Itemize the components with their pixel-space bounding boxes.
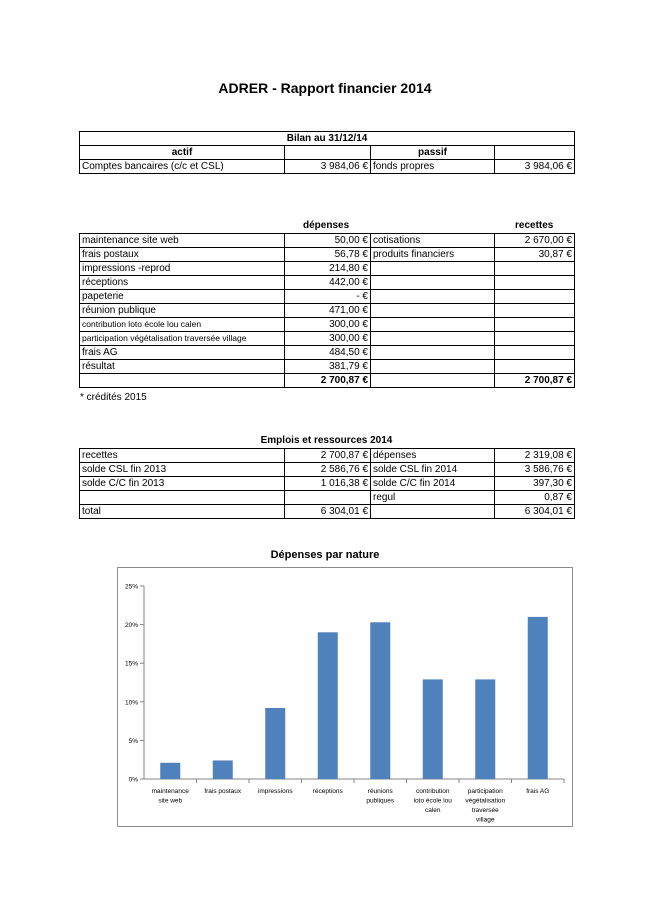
bar xyxy=(475,679,495,779)
x-tick-label: calen xyxy=(424,807,441,814)
depense-value: 442,00 € xyxy=(285,276,371,290)
emplois-value: 1 016,38 € xyxy=(285,477,371,491)
footnote: * crédités 2015 xyxy=(80,392,147,403)
ressources-value: 397,30 € xyxy=(495,477,575,491)
table-row xyxy=(80,505,575,519)
recette-label xyxy=(371,276,495,290)
y-tick-label: 25% xyxy=(124,583,138,591)
recette-label xyxy=(371,290,495,304)
x-tick-label: maintenance xyxy=(151,788,189,795)
emplois-label xyxy=(80,491,285,505)
recette-label xyxy=(371,262,495,276)
recette-label xyxy=(371,304,495,318)
recette-value: 30,87 € xyxy=(495,248,575,262)
depense-label: réceptions xyxy=(80,276,285,290)
emplois-title: Emplois et ressources 2014 xyxy=(260,435,393,446)
ressources-value: 0,87 € xyxy=(495,491,575,505)
ressources-value: 2 319,08 € xyxy=(495,449,575,463)
recette-value xyxy=(495,290,575,304)
depense-value: 484,50 € xyxy=(285,346,371,360)
x-tick-label: village xyxy=(476,816,495,824)
y-tick-label: 5% xyxy=(128,737,138,745)
depense-label: frais postaux xyxy=(80,248,285,262)
ressources-label: solde CSL fin 2014 xyxy=(371,463,495,477)
table-row xyxy=(80,477,575,491)
ressources-value: 3 586,76 € xyxy=(495,463,575,477)
actif-header: actif xyxy=(80,146,285,160)
depense-label: participation végétalisation traversée village xyxy=(80,332,285,346)
x-tick-label: impressions xyxy=(257,788,293,795)
recette-label: produits financiers xyxy=(371,248,495,262)
emplois-value: 2 700,87 € xyxy=(285,449,371,463)
recette-label xyxy=(371,360,495,374)
table-row xyxy=(80,276,575,290)
bar xyxy=(213,760,233,779)
recette-value xyxy=(495,304,575,318)
table-row xyxy=(80,332,575,346)
table-row xyxy=(80,360,575,374)
x-tick-label: frais postaux xyxy=(204,788,242,795)
x-tick-label: participation xyxy=(467,788,503,795)
table-row xyxy=(80,248,575,262)
recette-label xyxy=(371,332,495,346)
bilan-table xyxy=(79,131,575,174)
y-tick-label: 10% xyxy=(124,699,138,707)
depense-label: frais AG xyxy=(80,346,285,360)
depense-value: 300,00 € xyxy=(285,318,371,332)
emplois-label: solde CSL fin 2013 xyxy=(80,463,285,477)
ressources-label xyxy=(371,505,495,519)
recette-label xyxy=(371,346,495,360)
ressources-value: 6 304,01 € xyxy=(495,505,575,519)
recette-value xyxy=(495,332,575,346)
y-tick-label: 20% xyxy=(124,622,138,630)
depense-label: contribution loto école lou calen xyxy=(80,318,285,332)
emplois-label: recettes xyxy=(80,449,285,463)
x-tick-label: réunions xyxy=(367,788,393,795)
recette-value xyxy=(495,360,575,374)
table-row xyxy=(80,304,575,318)
table-row xyxy=(80,318,575,332)
depense-label: réunion publique xyxy=(80,304,285,318)
chart-frame xyxy=(117,567,573,827)
y-tick-label: 15% xyxy=(124,660,138,668)
chart-title: Dépenses par nature xyxy=(270,549,380,561)
ressources-label: regul xyxy=(371,491,495,505)
recette-value xyxy=(495,346,575,360)
recette-label xyxy=(371,318,495,332)
table-row xyxy=(80,449,575,463)
x-tick-label: site web xyxy=(158,797,183,805)
passif-header: passif xyxy=(371,146,495,160)
emplois-table xyxy=(79,448,575,519)
bar xyxy=(160,763,180,779)
recette-value xyxy=(495,262,575,276)
passif-value: 3 984,06 € xyxy=(495,160,575,174)
depense-value: 214,80 € xyxy=(285,262,371,276)
recette-value: 2 670,00 € xyxy=(495,234,575,248)
x-tick-label: loto école lou xyxy=(413,797,452,805)
table-row xyxy=(80,491,575,505)
table-row xyxy=(80,463,575,477)
x-tick-label: traversée xyxy=(471,807,499,814)
ressources-label: solde C/C fin 2014 xyxy=(371,477,495,491)
total-recettes: 2 700,87 € xyxy=(495,374,575,388)
recette-label: cotisations xyxy=(371,234,495,248)
bar-chart xyxy=(118,568,572,826)
recette-value xyxy=(495,318,575,332)
emplois-value xyxy=(285,491,371,505)
emplois-label: solde C/C fin 2013 xyxy=(80,477,285,491)
total-depenses: 2 700,87 € xyxy=(285,374,371,388)
page-title: ADRER - Rapport financier 2014 xyxy=(218,80,432,96)
depense-value: 471,00 € xyxy=(285,304,371,318)
depense-value: 381,79 € xyxy=(285,360,371,374)
emplois-value: 2 586,76 € xyxy=(285,463,371,477)
x-tick-label: publiques xyxy=(366,797,395,805)
table-row xyxy=(80,346,575,360)
y-tick-label: 0% xyxy=(128,776,138,784)
ressources-label: dépenses xyxy=(371,449,495,463)
bar xyxy=(318,632,338,779)
depenses-header: dépenses xyxy=(303,220,350,231)
depense-label: maintenance site web xyxy=(80,234,285,248)
recette-value xyxy=(495,276,575,290)
emplois-label: total xyxy=(80,505,285,519)
actif-label: Comptes bancaires (c/c et CSL) xyxy=(80,160,285,174)
x-tick-label: contribution xyxy=(415,788,450,795)
bar xyxy=(528,617,548,779)
table-row xyxy=(80,262,575,276)
depense-label: résultat xyxy=(80,360,285,374)
table-row xyxy=(80,234,575,248)
depense-value: - € xyxy=(285,290,371,304)
emplois-value: 6 304,01 € xyxy=(285,505,371,519)
actif-value: 3 984,06 € xyxy=(285,160,371,174)
x-tick-label: réceptions xyxy=(312,788,343,795)
bar xyxy=(265,708,285,779)
bilan-title: Bilan au 31/12/14 xyxy=(80,132,575,146)
depense-value: 50,00 € xyxy=(285,234,371,248)
depense-label: papeterie xyxy=(80,290,285,304)
recettes-header: recettes xyxy=(515,220,554,231)
compte-table xyxy=(79,233,575,388)
bar xyxy=(423,679,443,779)
depense-label: impressions -reprod xyxy=(80,262,285,276)
bar xyxy=(370,622,390,779)
depense-value: 300,00 € xyxy=(285,332,371,346)
x-tick-label: végétalisation xyxy=(465,797,506,805)
x-tick-label: frais AG xyxy=(526,788,550,795)
depense-value: 56,78 € xyxy=(285,248,371,262)
table-row xyxy=(80,290,575,304)
passif-label: fonds propres xyxy=(371,160,495,174)
